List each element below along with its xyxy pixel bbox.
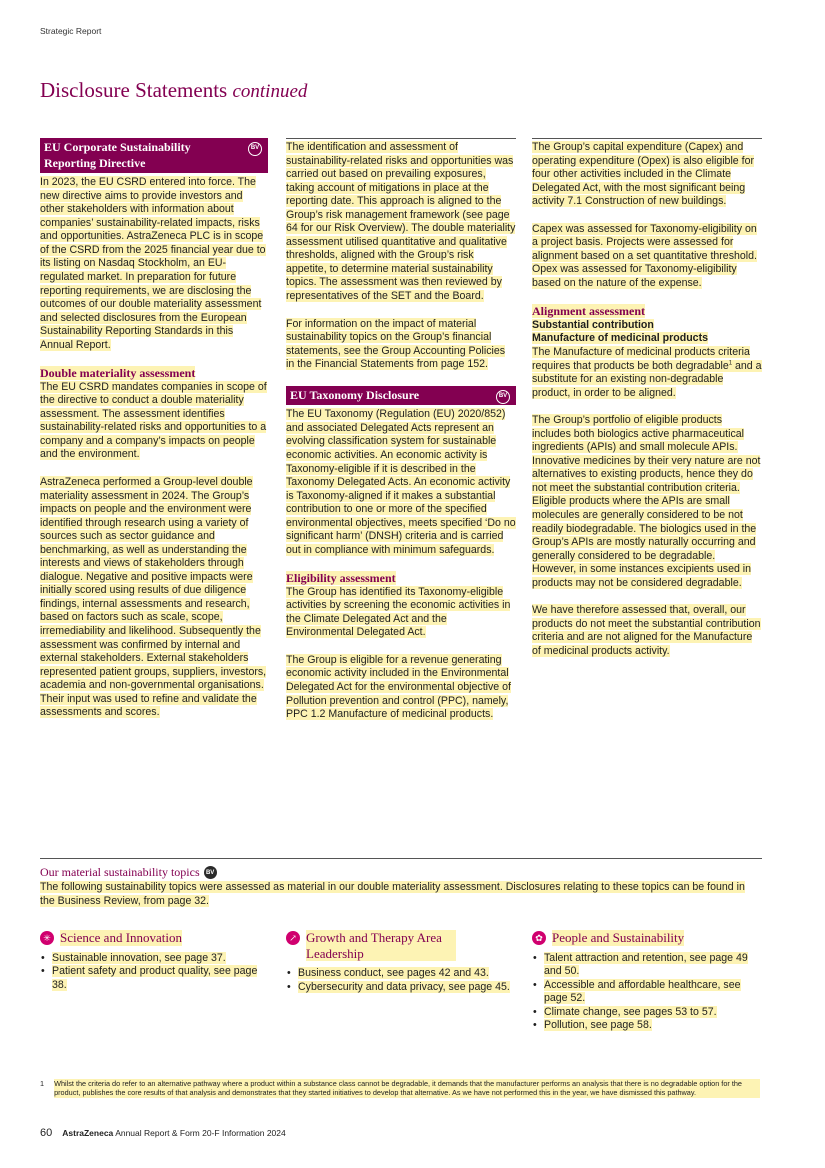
people-icon: ✿ [532,931,546,945]
taxonomy-heading [286,386,516,406]
manufacture-heading: Manufacture of medicinal products [532,332,708,345]
page-footer [40,1127,286,1139]
double-materiality-heading: Double materiality assessment [40,366,196,381]
material-topics-title: Our material sustainability topics BV [40,865,217,880]
topic-heading: People and Sustainability [552,930,685,945]
list-item: • Sustainable innovation, see page 37. [40,952,270,966]
list-item: • Cybersecurity and data privacy, see page 45. [286,981,516,995]
alignment-p2: The Group’s portfolio of eligible products includes both biologics active pharmaceutical ingredients (APIs) and small molecule APIs. Innovative medicines by their very nature are not alternatives to existing products, hence they do not meet the substantial contribution criteria. Eligible products where the APIs are small molecules are generally considered to be not readily biodegradable. The biologics used in the Group’s APIs are mostly naturally occurring and generally considered to be degradable. However, in some instances excipients used in products may not be considered degradable. [532,414,761,589]
eligibility-p4: Capex was assessed for Taxonomy-eligibility on a project basis. Projects were assessed for alignment based on a set quantitative threshold. Opex was assessed for Taxonomy-eligibility based on the nature of the expense. [532,222,757,289]
csrd-heading [40,138,268,173]
science-icon: ✳ [40,931,54,945]
list-item: • Accessible and affordable healthcare, see page 52. [532,979,762,1006]
taxonomy-heading-text: EU Taxonomy Disclosure [290,387,420,402]
footnote [40,1079,760,1098]
footnote-text: Whilst the criteria do refer to an alternative pathway where a product within a substance class cannot be degradable, it demands that the manufacturer performs an analysis that there is no degradable option for the product, publishes the core results of that analysis and demonstrates that they started initiatives to develop that alternative. As we have not performed this in the year, we have dismissed this pathway. [54,1079,760,1098]
alignment-p1: The Manufacture of medicinal products criteria requires that products be both degradable$^1$ and a substitute for an existing non-degradable product, in order to be aligned. [532,345,762,399]
column-3 [532,138,762,672]
list-item: • Business conduct, see pages 42 and 43. [286,967,516,981]
topic-group-people [532,930,762,1033]
double-materiality-p3: The identification and assessment of sustainability-related risks and opportunities was carried out based on prevailing exposures, taking account of mitigations in place at the reporting date. This approach is aligned to the Group’s risk management framework (see page 64 for our Risk Overview). The double materiality assessment utilised quantitative and qualitative thresholds, aligned with the Group’s risk appetite, to determine material sustainability topics. The assessment was then reviewed by representatives of the SET and the Board. [286,141,516,303]
list-item: • Patient safety and product quality, see page 38. [40,965,270,992]
report-name: Annual Report & Form 20-F Information 2024 [115,1128,286,1138]
footnote-ref[interactable]: 1 [728,359,733,366]
topic-heading: Growth and Therapy Area Leadership [306,930,456,961]
bv-badge-icon: BV [496,390,510,404]
substantial-contribution-heading: Substantial contribution [532,318,654,331]
eligibility-p3: The Group’s capital expenditure (Capex) and operating expenditure (Opex) is also eligible for four other activities included in the Climate Delegated Act, with the most significant being activity 7.1 Construction of new buildings. [532,141,755,208]
page-title-suffix: continued [232,81,308,102]
double-materiality-p2: AstraZeneca performed a Group-level double materiality assessment in 2024. The Group’s impacts on people and the environment were identified through research using a variety of sources such as sector guidance and benchmarking, as well as understanding the interests and views of stakeholders through dialogue. Negative and positive impacts were initially scored using results of due diligence findings, internal assessments and research, based on factors such as scale, scope, irremediability and likelihood. Subsequently the assessment was confirmed by internal and external stakeholders. External stakeholders represented patient groups, suppliers, investors, academia and non-governmental organisations. Their input was used to refine and validate the assessments and scores. [40,475,267,719]
list-item: • Talent attraction and retention, see page 49 and 50. [532,952,762,979]
running-head: Strategic Report [40,26,102,36]
brand-name: AstraZeneca [62,1128,114,1138]
double-materiality-p4: For information on the impact of material sustainability topics on the Group’s financial statements, see the Group Accounting Policies in the Financial Statements from page 152. [286,317,506,371]
csrd-heading-text: EU Corporate Sustainability Reporting Directive [44,140,191,170]
alignment-p3: We have therefore assessed that, overall, our products do not meet the substantial contribution criteria and are not aligned for the Manufacture of medicinal products activity. [532,604,761,657]
alignment-heading: Alignment assessment [532,304,645,319]
topic-heading: Science and Innovation [60,930,183,945]
footnote-mark: 1 [40,1079,45,1088]
bv-badge-icon: BV [204,866,217,879]
eligibility-p2: The Group is eligible for a revenue generating economic activity included in the Environmental Delegated Act for the environmental objective of Pollution prevention and control (PPC), namely, PPC 1.2 Manufacture of medicinal products. [286,653,511,721]
taxonomy-p1: The EU Taxonomy (Regulation (EU) 2020/852) and associated Delegated Acts represent an evolving classification system for sustainable economic activities. An economic activity is Taxonomy-eligible if it is described in the Taxonomy Delegated Acts. An economic activity is Taxonomy-aligned if it makes a substantial contribution to one or more of the specified environmental objectives, meets specified ‘Do no significant harm’ (DNSH) criteria and is carried out in compliance with minimum safeguards. [286,408,516,556]
page-number: 60 [40,1127,53,1139]
double-materiality-p1: The EU CSRD mandates companies in scope of the directive to conduct a double materiality assessment. The assessment identifies sustainability-related risks and opportunities to a company and a company’s impacts on people and the environment. [40,380,267,461]
topic-group-growth [286,930,516,994]
material-topics-intro: The following sustainability topics were assessed as material in our double materiality assessment. Disclosures relating to these topics can be found in the Business Review, from page 32. [40,881,745,907]
page-title [40,78,307,103]
page-title-main: Disclosure Statements [40,78,228,102]
csrd-intro: In 2023, the EU CSRD entered into force. The new directive aims to provide investors and other stakeholders with information about companies’ sustainability-related impacts, risks and opportunities. AstraZeneca PLC is in scope of the CSRD from the 2025 financial year due to its listing on Nasdaq Stockholm, an EU-regulated market. In preparation for future reporting requirements, we are disclosing the outcomes of our double materiality assessment and selected disclosures from the European Sustainability Reporting Standards in this Annual Report. [40,176,266,351]
topic-group-science [40,930,270,992]
column-2 [286,138,516,736]
column-1 [40,138,268,734]
growth-icon: ↗ [286,931,300,945]
bv-badge-icon: BV [248,142,262,156]
eligibility-heading: Eligibility assessment [286,571,396,586]
material-topics-section [40,858,762,908]
eligibility-p1: The Group has identified its Taxonomy-eligible activities by screening the economic activities in the Climate Delegated Act and the Environmental Delegated Act. [286,585,511,639]
list-item: • Pollution, see page 58. [532,1019,762,1033]
list-item: • Climate change, see pages 53 to 57. [532,1006,762,1020]
